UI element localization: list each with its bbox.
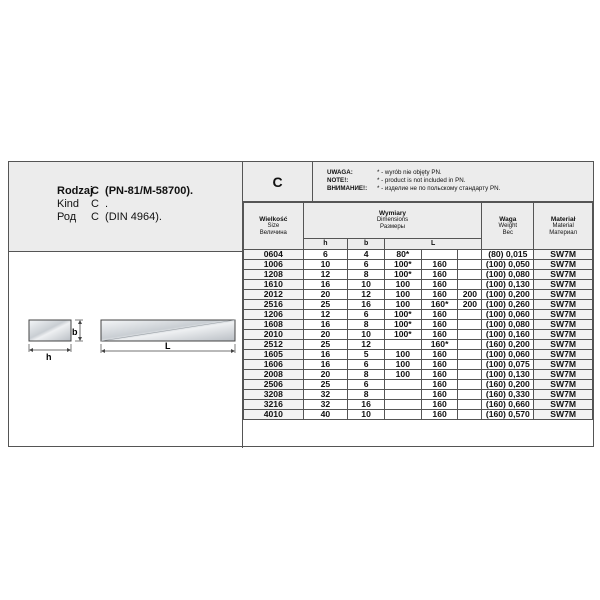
cell-size: 2010 xyxy=(244,330,304,340)
cell-mat: SW7M xyxy=(534,370,593,380)
cell-h: 12 xyxy=(303,310,348,320)
cell-b: 4 xyxy=(348,250,385,260)
cell-mat: SW7M xyxy=(534,410,593,420)
cell-l3 xyxy=(458,390,482,400)
cell-mat: SW7M xyxy=(534,340,593,350)
cell-l3 xyxy=(458,400,482,410)
b-col-header: b xyxy=(348,239,385,250)
cell-mat: SW7M xyxy=(534,290,593,300)
cell-size: 1605 xyxy=(244,350,304,360)
cell-h: 25 xyxy=(303,340,348,350)
cell-size: 3216 xyxy=(244,400,304,410)
cell-b: 16 xyxy=(348,400,385,410)
weight-header: Waga Weight Вес xyxy=(482,203,534,250)
table-row xyxy=(244,260,593,270)
cell-l1: 100* xyxy=(384,260,421,270)
cell-l2: 160 xyxy=(421,380,458,390)
size-header: Wielkość Size Величина xyxy=(244,203,304,250)
cell-h: 10 xyxy=(303,260,348,270)
cell-l2: 160 xyxy=(421,260,458,270)
cell-h: 6 xyxy=(303,250,348,260)
cell-b: 10 xyxy=(348,330,385,340)
cell-l3 xyxy=(458,270,482,280)
cell-mat: SW7M xyxy=(534,280,593,290)
cell-b: 8 xyxy=(348,270,385,280)
cell-l1: 80* xyxy=(384,250,421,260)
cell-l2 xyxy=(421,250,458,260)
cell-mat: SW7M xyxy=(534,320,593,330)
cell-l2: 160* xyxy=(421,300,458,310)
cell-l3: 200 xyxy=(458,300,482,310)
cell-l1 xyxy=(384,380,421,390)
spec-sheet xyxy=(8,161,594,447)
cell-l3 xyxy=(458,260,482,270)
cell-size: 1208 xyxy=(244,270,304,280)
note-ru: ВНИМАНИЕ!: * - изделие не по польскому стандарту PN. xyxy=(327,185,501,192)
cell-mat: SW7M xyxy=(534,270,593,280)
cell-size: 2506 xyxy=(244,380,304,390)
table-row xyxy=(244,340,593,350)
cell-h: 32 xyxy=(303,400,348,410)
cell-l1: 100 xyxy=(384,290,421,300)
cell-l1: 100* xyxy=(384,270,421,280)
cell-mat: SW7M xyxy=(534,400,593,410)
table-row xyxy=(244,370,593,380)
cell-l1 xyxy=(384,340,421,350)
cell-l2: 160 xyxy=(421,310,458,320)
cell-h: 16 xyxy=(303,280,348,290)
cell-l3 xyxy=(458,310,482,320)
cell-size: 1006 xyxy=(244,260,304,270)
cell-h: 25 xyxy=(303,380,348,390)
cell-l3 xyxy=(458,250,482,260)
cell-b: 6 xyxy=(348,380,385,390)
cell-l2: 160 xyxy=(421,410,458,420)
cell-weight: (100) 0,075 xyxy=(482,360,534,370)
cell-l1: 100 xyxy=(384,300,421,310)
cell-l1 xyxy=(384,400,421,410)
note-box xyxy=(313,162,593,202)
cell-weight: (100) 0,200 xyxy=(482,290,534,300)
cell-size: 1608 xyxy=(244,320,304,330)
cell-l2: 160 xyxy=(421,270,458,280)
cell-b: 8 xyxy=(348,370,385,380)
cell-b: 6 xyxy=(348,260,385,270)
cell-size: 4010 xyxy=(244,410,304,420)
cell-b: 8 xyxy=(348,390,385,400)
cell-h: 25 xyxy=(303,300,348,310)
l-col-header: L xyxy=(384,239,481,250)
cell-weight: (100) 0,260 xyxy=(482,300,534,310)
cell-h: 20 xyxy=(303,290,348,300)
table-row xyxy=(244,390,593,400)
cell-weight: (100) 0,060 xyxy=(482,350,534,360)
cell-h: 20 xyxy=(303,330,348,340)
cell-l2: 160 xyxy=(421,400,458,410)
cell-size: 2516 xyxy=(244,300,304,310)
table-row xyxy=(244,330,593,340)
cell-size: 1206 xyxy=(244,310,304,320)
cell-mat: SW7M xyxy=(534,310,593,320)
cell-weight: (100) 0,080 xyxy=(482,270,534,280)
cell-b: 8 xyxy=(348,320,385,330)
cell-l3 xyxy=(458,410,482,420)
cell-size: 2512 xyxy=(244,340,304,350)
kind-line-pl: RodzajC (PN-81/M-58700). xyxy=(57,185,194,197)
table-row xyxy=(244,270,593,280)
cell-b: 16 xyxy=(348,300,385,310)
table-row xyxy=(244,250,593,260)
dimensions-header: Wymiary Dimensions Размеры xyxy=(303,203,482,239)
cell-size: 1606 xyxy=(244,360,304,370)
cross-section-shape xyxy=(29,320,71,341)
table-row xyxy=(244,410,593,420)
cell-weight: (80) 0,015 xyxy=(482,250,534,260)
cell-l3 xyxy=(458,340,482,350)
kind-code: C xyxy=(243,162,313,202)
cell-mat: SW7M xyxy=(534,250,593,260)
cell-l1: 100 xyxy=(384,370,421,380)
cell-h: 20 xyxy=(303,370,348,380)
cell-mat: SW7M xyxy=(534,380,593,390)
cell-b: 10 xyxy=(348,280,385,290)
cell-weight: (100) 0,130 xyxy=(482,280,534,290)
cell-b: 6 xyxy=(348,360,385,370)
table-row xyxy=(244,320,593,330)
cell-size: 2008 xyxy=(244,370,304,380)
kind-header xyxy=(9,162,243,252)
table-row xyxy=(244,280,593,290)
cell-l1: 100 xyxy=(384,360,421,370)
cell-b: 5 xyxy=(348,350,385,360)
cell-weight: (160) 0,570 xyxy=(482,410,534,420)
cell-l2: 160 xyxy=(421,330,458,340)
cell-h: 16 xyxy=(303,360,348,370)
cell-l3 xyxy=(458,320,482,330)
cell-h: 32 xyxy=(303,390,348,400)
cell-l3 xyxy=(458,350,482,360)
note-en: NOTE!: * - product is not included in PN. xyxy=(327,177,466,184)
tool-bit-drawing xyxy=(9,252,243,448)
b-dimension-label: b xyxy=(72,327,78,337)
l-dimension-label: L xyxy=(165,341,171,351)
cell-mat: SW7M xyxy=(534,350,593,360)
cell-weight: (100) 0,060 xyxy=(482,310,534,320)
cell-l3 xyxy=(458,280,482,290)
table-row xyxy=(244,350,593,360)
cell-weight: (160) 0,200 xyxy=(482,340,534,350)
kind-line-ru: Род C (DIN 4964). xyxy=(57,211,162,223)
table-row xyxy=(244,380,593,390)
cell-mat: SW7M xyxy=(534,330,593,340)
table-row xyxy=(244,310,593,320)
cell-weight: (160) 0,200 xyxy=(482,380,534,390)
cell-l2: 160 xyxy=(421,360,458,370)
cell-l3 xyxy=(458,330,482,340)
cell-l1: 100 xyxy=(384,280,421,290)
cell-h: 40 xyxy=(303,410,348,420)
cell-l2: 160 xyxy=(421,280,458,290)
cell-l2: 160 xyxy=(421,350,458,360)
cell-l3: 200 xyxy=(458,290,482,300)
cell-size: 0604 xyxy=(244,250,304,260)
cell-weight: (160) 0,330 xyxy=(482,390,534,400)
cell-l2: 160 xyxy=(421,390,458,400)
table-row xyxy=(244,300,593,310)
cell-weight: (100) 0,160 xyxy=(482,330,534,340)
table-row xyxy=(244,400,593,410)
cell-l2: 160 xyxy=(421,320,458,330)
cell-h: 16 xyxy=(303,350,348,360)
cell-b: 6 xyxy=(348,310,385,320)
cell-l3 xyxy=(458,360,482,370)
cell-mat: SW7M xyxy=(534,300,593,310)
cell-l2: 160 xyxy=(421,370,458,380)
tool-bit-svg xyxy=(9,252,241,448)
cell-b: 10 xyxy=(348,410,385,420)
note-pl: UWAGA: * - wyrób nie objęty PN. xyxy=(327,169,442,176)
cell-l3 xyxy=(458,380,482,390)
cell-l2: 160* xyxy=(421,340,458,350)
h-dimension-label: h xyxy=(46,352,52,362)
cell-weight: (160) 0,660 xyxy=(482,400,534,410)
cell-size: 3208 xyxy=(244,390,304,400)
cell-b: 12 xyxy=(348,340,385,350)
material-header: Materiał Material Материал xyxy=(534,203,593,250)
cell-l1: 100* xyxy=(384,320,421,330)
cell-h: 16 xyxy=(303,320,348,330)
table-row xyxy=(244,290,593,300)
cell-l1 xyxy=(384,410,421,420)
cell-weight: (100) 0,050 xyxy=(482,260,534,270)
cell-l2: 160 xyxy=(421,290,458,300)
cell-size: 1610 xyxy=(244,280,304,290)
cell-weight: (100) 0,080 xyxy=(482,320,534,330)
table-row xyxy=(244,360,593,370)
cell-size: 2012 xyxy=(244,290,304,300)
cell-mat: SW7M xyxy=(534,360,593,370)
cell-l1: 100 xyxy=(384,350,421,360)
kind-line-en: Kind C . xyxy=(57,198,109,210)
cell-l1: 100* xyxy=(384,330,421,340)
cell-h: 12 xyxy=(303,270,348,280)
cell-mat: SW7M xyxy=(534,390,593,400)
h-col-header: h xyxy=(303,239,348,250)
cell-l1: 100* xyxy=(384,310,421,320)
cell-weight: (100) 0,130 xyxy=(482,370,534,380)
cell-mat: SW7M xyxy=(534,260,593,270)
dimensions-table xyxy=(243,202,593,420)
cell-b: 12 xyxy=(348,290,385,300)
cell-l1 xyxy=(384,390,421,400)
cell-l3 xyxy=(458,370,482,380)
